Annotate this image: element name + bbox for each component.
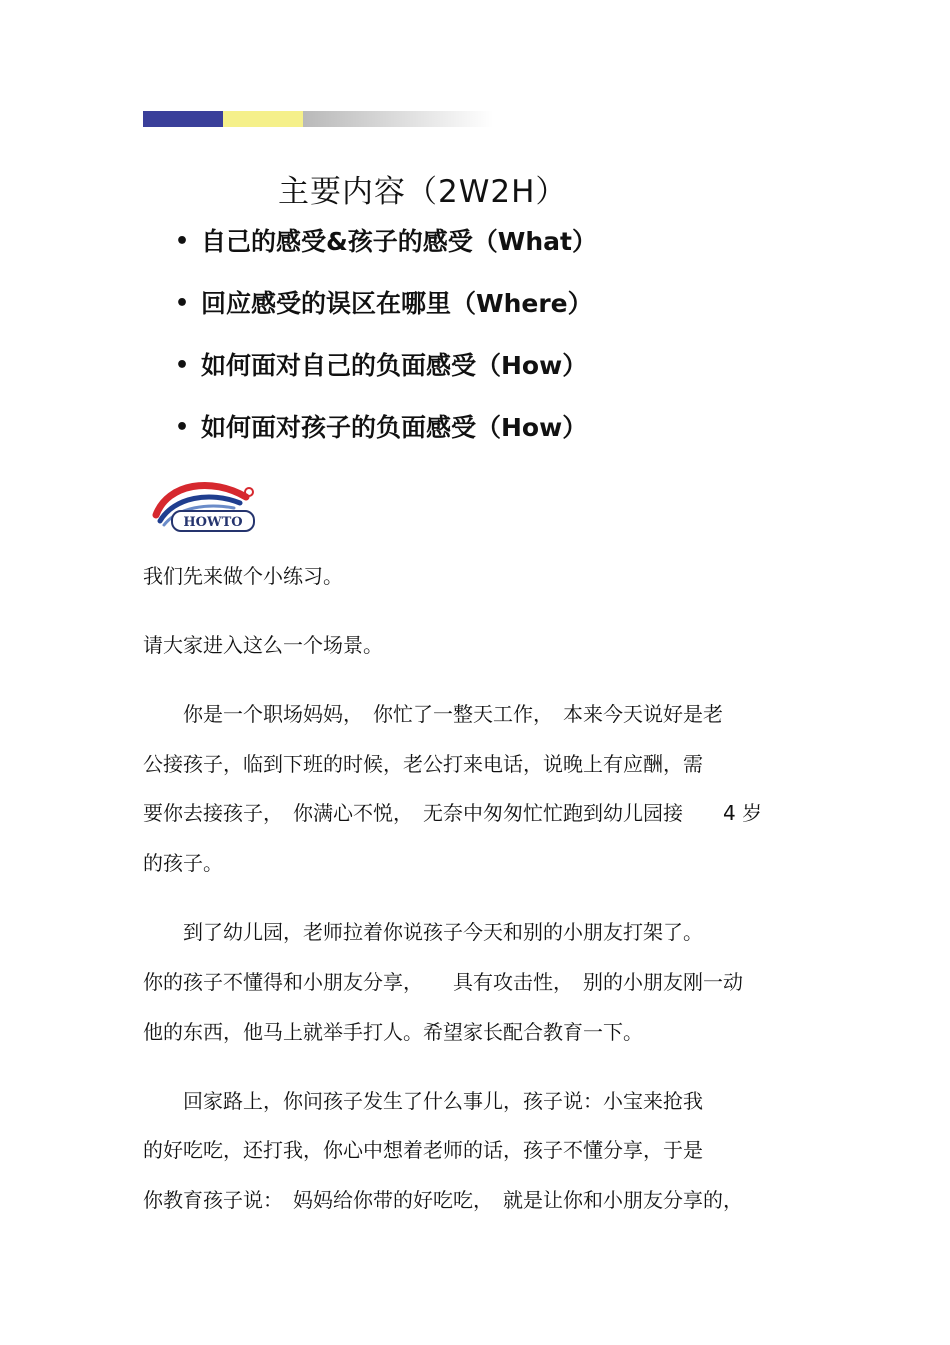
body-line: 到了幼儿园，老师拉着你说孩子今天和别的小朋友打架了。: [143, 920, 703, 944]
slide-title: 主要内容（2W2H）: [278, 174, 568, 210]
howto-logo-icon: [150, 475, 260, 537]
color-bar-gray: [303, 111, 493, 127]
color-bar-blue: [143, 111, 223, 127]
svg-text:HOWTO: HOWTO: [183, 515, 243, 530]
body-line: 你教育孩子说： 妈妈给你带的好吃吃， 就是让你和小朋友分享的，: [143, 1188, 743, 1212]
slide-bullet-text: 如何面对孩子的负面感受（How）: [201, 413, 588, 442]
body-line: 我们先来做个小练习。: [143, 564, 343, 588]
body-line: 公接孩子，临到下班的时候，老公打来电话，说晚上有应酬，需: [143, 752, 703, 776]
slide-bullet-item: [175, 225, 597, 287]
body-line: 的好吃吃，还打我，你心中想着老师的话，孩子不懂分享，于是: [143, 1138, 703, 1162]
slide-bullet-list: [175, 225, 597, 473]
bullet-dot-icon: •: [175, 353, 190, 378]
slide-bullet-text: 回应感受的误区在哪里（Where）: [201, 289, 593, 318]
decorative-color-bar: [143, 111, 493, 127]
bullet-dot-icon: •: [175, 229, 190, 254]
body-line: 你是一个职场妈妈， 你忙了一整天工作， 本来今天说好是老: [143, 702, 723, 726]
slide-bullet-text: 自己的感受&孩子的感受（What）: [201, 227, 597, 256]
body-line: 他的东西，他马上就举手打人。希望家长配合教育一下。: [143, 1020, 643, 1044]
body-line: 的孩子。: [143, 851, 223, 875]
bullet-dot-icon: •: [175, 415, 190, 440]
slide-bullet-text: 如何面对自己的负面感受（How）: [201, 351, 588, 380]
body-line: 你的孩子不懂得和小朋友分享， 具有攻击性， 别的小朋友刚一动: [143, 970, 743, 994]
body-line: 请大家进入这么一个场景。: [143, 633, 383, 657]
body-line: 回家路上，你问孩子发生了什么事儿，孩子说：小宝来抢我: [143, 1089, 703, 1113]
bullet-dot-icon: •: [175, 291, 190, 316]
slide-bullet-item: [175, 411, 597, 473]
slide-bullet-item: [175, 349, 597, 411]
body-line: 要你去接孩子， 你满心不悦， 无奈中匆匆忙忙跑到幼儿园接 4 岁: [143, 801, 763, 825]
color-bar-yellow: [223, 111, 303, 127]
slide-bullet-item: [175, 287, 597, 349]
